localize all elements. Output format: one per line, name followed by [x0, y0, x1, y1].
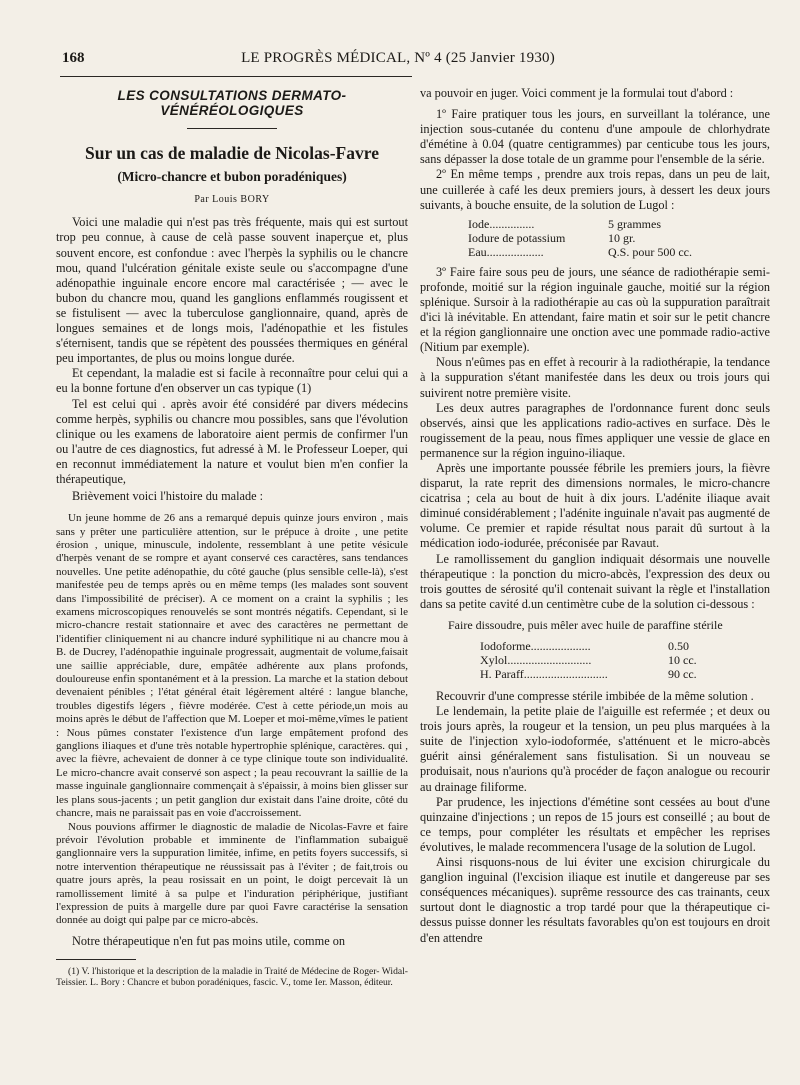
dissolve-instruction: Faire dissoudre, puis mêler avec huile de paraffine stérile [448, 617, 723, 632]
intro-paragraph: Tel est celui qui . après avoir été considéré par divers médecins comme herpès, syphilis ou chancre mou possibles, sans que l'évolution clinique ou les examens de laboratoire aient permis de confirmer l'un ou l'autre de ces diagnostics, fut adressé à M. le Professeur Loeper, qui en reconnut immédiatement la nature et voulut bien m'en confier la thérapeutique, [56, 396, 408, 486]
quantity: 90 cc. [668, 667, 697, 681]
recipe-row [480, 639, 770, 653]
body-paragraph: Après une importante poussée fébrile les premiers jours, la fièvre disparut, la rate reprit des dimensions normales, le micro-chancre cicatrisa ; cela au bout de huit à dix jours. L'adénite iliaque avait diminué considérablement ; l'adénite inguinale n'avait pas augmenté de volume. Ce premier et rapide résultat nous parait dû surtout à la médication iodo-iodurée, préconisée par Ravaut. [420, 460, 770, 551]
intro-paragraph: Brièvement voici l'histoire du malade : [72, 489, 264, 504]
recipe-row [468, 217, 770, 231]
header-rule [60, 76, 412, 77]
section-rule [187, 128, 277, 129]
case-history [56, 512, 408, 928]
left-column [56, 88, 408, 989]
iodoform-recipe [480, 639, 770, 681]
recipe-row [468, 245, 770, 259]
body-paragraph: Les deux autres paragraphes de l'ordonnance furent donc seuls observés, ainsi que les applications radio-actives en surface. Dès le rougissement de la peau, nous fîmes appliquer une vessie de glace en permanence sur la région inguino-iliaque. [420, 400, 770, 460]
history-paragraph: Un jeune homme de 26 ans a remarqué depuis quinze jours environ , mais sans y prêter une particulière attention, sur le prépuce à droite , une petite érosion , unique, minuscule, indolente, ressemblant à une petite vésicule d'herpès venant de se rompre et ayant conservé ces caractères, sans tendances nouvelles. Une petite adénopathie, du côté gauche (plus sensible celle-là), s'est manifestée peu de temps après ou en même temps (les malades sont souvent dans l'impossibilité de préciser). A ce moment on a craint la syphilis ; les examens microscopiques renouvelés se sont montrés négatifs. Cependant, si le micro-chancre restait stationnaire et avec des caractères ne permettant de l'identifier cliniquement ni au chancre induré syphilitique ni au chancre mou à B. de Ducrey, l'adénopathie inguinale progressait, augmentait de volume,faisait une saillie appréciable, dure, empâtée adhérente aux plans profonds, douloureuse enfin spontanément et à la pression. La marche et la station debout devenaient pénibles ; l'état général était légèrement altéré : langue blanche, troubles digestifs légers , fièvre modérée. C'est à cette période,un mois au moins après le début de l'affection que M. Loeper et moi-même,vîmes le patient : Nous pûmes constater l'existence d'un large empâtement profond des ganglions iliaques et d'une très notable hypertrophie splénique, caractères. qui , avec la fièvre, achevaient de donner à ce type clinique toute son individualité. Le micro-chancre avait conservé son aspect ; la peau recouvrant la saillie de la masse inguinale ganglionnaire commençait à s'épaissir, à moins bien glisser sur les plans sous-jacents ; un petit ganglion dur existait dans l'aine droite, côté du chancre, mais ne paraissait pas en voie d'accroissement. [56, 512, 408, 820]
page-number: 168 [62, 50, 85, 66]
ingredient: Iodure de potassium [468, 230, 566, 245]
body-paragraph: Le ramollissement du ganglion indiquait désormais une nouvelle thérapeutique : la ponction du micro-abcès, l'expression des deux ou trois gouttes de sérosité qu'il contenait suivant la règle et l'installation dans sa petite cavité d.un centimètre cube de la solution ci-dessous : [420, 551, 770, 611]
body-paragraph: Nous n'eûmes pas en effet à recourir à la radiothérapie, la tendance à la suppuration s'étant manifestée dans les deux ou trois jours qui suivirent notre première visite. [420, 355, 770, 400]
ingredient: H. Paraff............................ [480, 667, 608, 681]
body-paragraph: Recouvrir d'une compresse stérile imbibée de la même solution . [436, 689, 754, 703]
prescription-item-2: 2º En même temps , prendre aux trois repas, dans un peu de lait, une cuillerée à café les deux premiers jours, à dessert les deux jours suivants, à bouche ensuite, de la solution de Lugol : [420, 167, 770, 212]
right-intro: va pouvoir en juger. Voici comment je la formulai tout d'abord : [420, 86, 734, 100]
section-heading: LES CONSULTATIONS DERMATO-VÉNÉRÉOLOGIQUES [117, 88, 347, 119]
ingredient: Eau................... [468, 244, 544, 259]
running-title: LE PROGRÈS MÉDICAL, Nº 4 (25 Janvier 1930) [241, 50, 555, 66]
quantity: 10 gr. [608, 230, 636, 245]
history-paragraph: Nous pouvions affirmer le diagnostic de maladie de Nicolas-Favre et faire prévoir l'évolution probable et imminente de l'inflammation subaiguë ganglionnaire vers la suppuration limitée, infime, en petits foyers successifs, si notre intervention thérapeutique ne réussissait pas à l'éviter ; de fait,trois ou quatre jours après, la peau rosissait en un point, le doigt percevait là un ramollissement limité à sa pulpe et l'induration périphérique, justifiant l'expression de puits à margelle dure par quoi Favre caractérise la sensation donnée au doigt qui palpe par ce micro-abcès. [56, 820, 408, 927]
quantity: 5 grammes [608, 216, 661, 231]
footnote-text: (1) V. l'historique et la description de la maladie in Traité de Médecine de Roger- Widal-Teissier. L. Bory : Chancre et bubon poradéniques, fascic. V., tome Ier. Masson, éditeur. [56, 965, 408, 989]
quantity: 10 cc. [668, 653, 697, 667]
article-subtitle: (Micro-chancre et bubon poradéniques) [117, 169, 347, 185]
running-header [62, 50, 734, 70]
recipe-row [480, 653, 770, 667]
left-closing: Notre thérapeutique n'en fut pas moins utile, comme on [72, 933, 346, 948]
right-column [420, 86, 770, 946]
recipe-row [480, 667, 770, 681]
prescription-item-1: 1º Faire pratiquer tous les jours, en surveillant la tolérance, une injection sous-cutanée du contenu d'une ampoule de chlorhydrate d'émétine à 0.04 (quatre centigrammes) par centicube tous les jours, sans dépasser la dose totale de un gramme pour l'ensemble de la série. [420, 107, 770, 167]
ingredient: Xylol............................ [480, 653, 592, 667]
article-author: Par Louis BORY [194, 194, 270, 206]
lugol-recipe [468, 217, 770, 259]
body-paragraph: 3º Faire faire sous peu de jours, une séance de radiothérapie semi-profonde, moitié sur la région inguinale gauche, moitié sur la région splénique. Sursoir à la radiothérapie au cas où la suppuration paraîtrait d'ici là inévitable. En attendant, faire matin et soir sur le petit chancre et la région ganglionnaire une onction avec une pommade radio-active (Nitium par exemple). [420, 264, 770, 355]
body-paragraph: Le lendemain, la petite plaie de l'aiguille est refermée ; et deux ou trois jours après, la rougeur et la tension, un peu plus marquées à la suite de l'injection xylo-iodoformée, s'atténuent et le micro-abcès guérit ainsi généralement sans fistulisation. Si un nouveau se produisait, nous n'aurions qu'à procéder de façon analogue ou recourir au drainage filiforme. [420, 704, 770, 794]
footnote-rule [56, 959, 136, 960]
quantity: 0.50 [668, 639, 689, 653]
body-paragraph: Par prudence, les injections d'émétine sont cessées au bout d'une quinzaine d'injections ; un repos de 15 jours est conseillé ; au bout de ce temps, pour compléter les résultats et empêcher les reprises évolutives, le malade recommencera l'usage de la solution de Lugol. [420, 794, 770, 854]
ingredient: Iodoforme.................... [480, 639, 591, 653]
intro-paragraph: Voici une maladie qui n'est pas très fréquente, mais qui est surtout trop peu connue, à cause de celà passe souvent inaperçue et, plus souvent encore, est confondue : avec l'herpès la syphilis ou le chancre mou, quand l'ulcération génitale existe seule ou s'accompagne d'une adénopathie inguinale encore encore mal caractérisée ; — avec le bubon du chancre mou, quand les ganglions enflammés rougissent et se fistulisent — avec la tuberculose ganglionnaire, quand, après de longues semaines et de longs mois, l'adénopathie et les fistules s'éternisent, tandis que se répètent des poussées thermiques en général peu importantes, de plus ou moins longue durée. [56, 215, 408, 366]
recipe-row [468, 231, 770, 245]
body-paragraph: Ainsi risquons-nous de lui éviter une excision chirurgicale du ganglion inguinal (l'excision iliaque est inutile et dangereuse par ses conséquences mécaniques). suprême ressource des cas trainants, ceux surtout dont le diagnostic a trop tardé pour que la thérapeutique ci-dessus puisse donner les résultats favorables qu'on est toujours en droit d'en attendre [420, 855, 770, 945]
intro-paragraph: Et cependant, la maladie est si facile à reconnaître pour celui qui a eu la bonne fortune d'en observer un cas typique (1) [56, 366, 408, 396]
quantity: Q.S. pour 500 cc. [608, 244, 692, 259]
article-title: Sur un cas de maladie de Nicolas-Favre [85, 143, 379, 164]
footnote [56, 966, 408, 989]
ingredient: Iode............... [468, 216, 535, 231]
